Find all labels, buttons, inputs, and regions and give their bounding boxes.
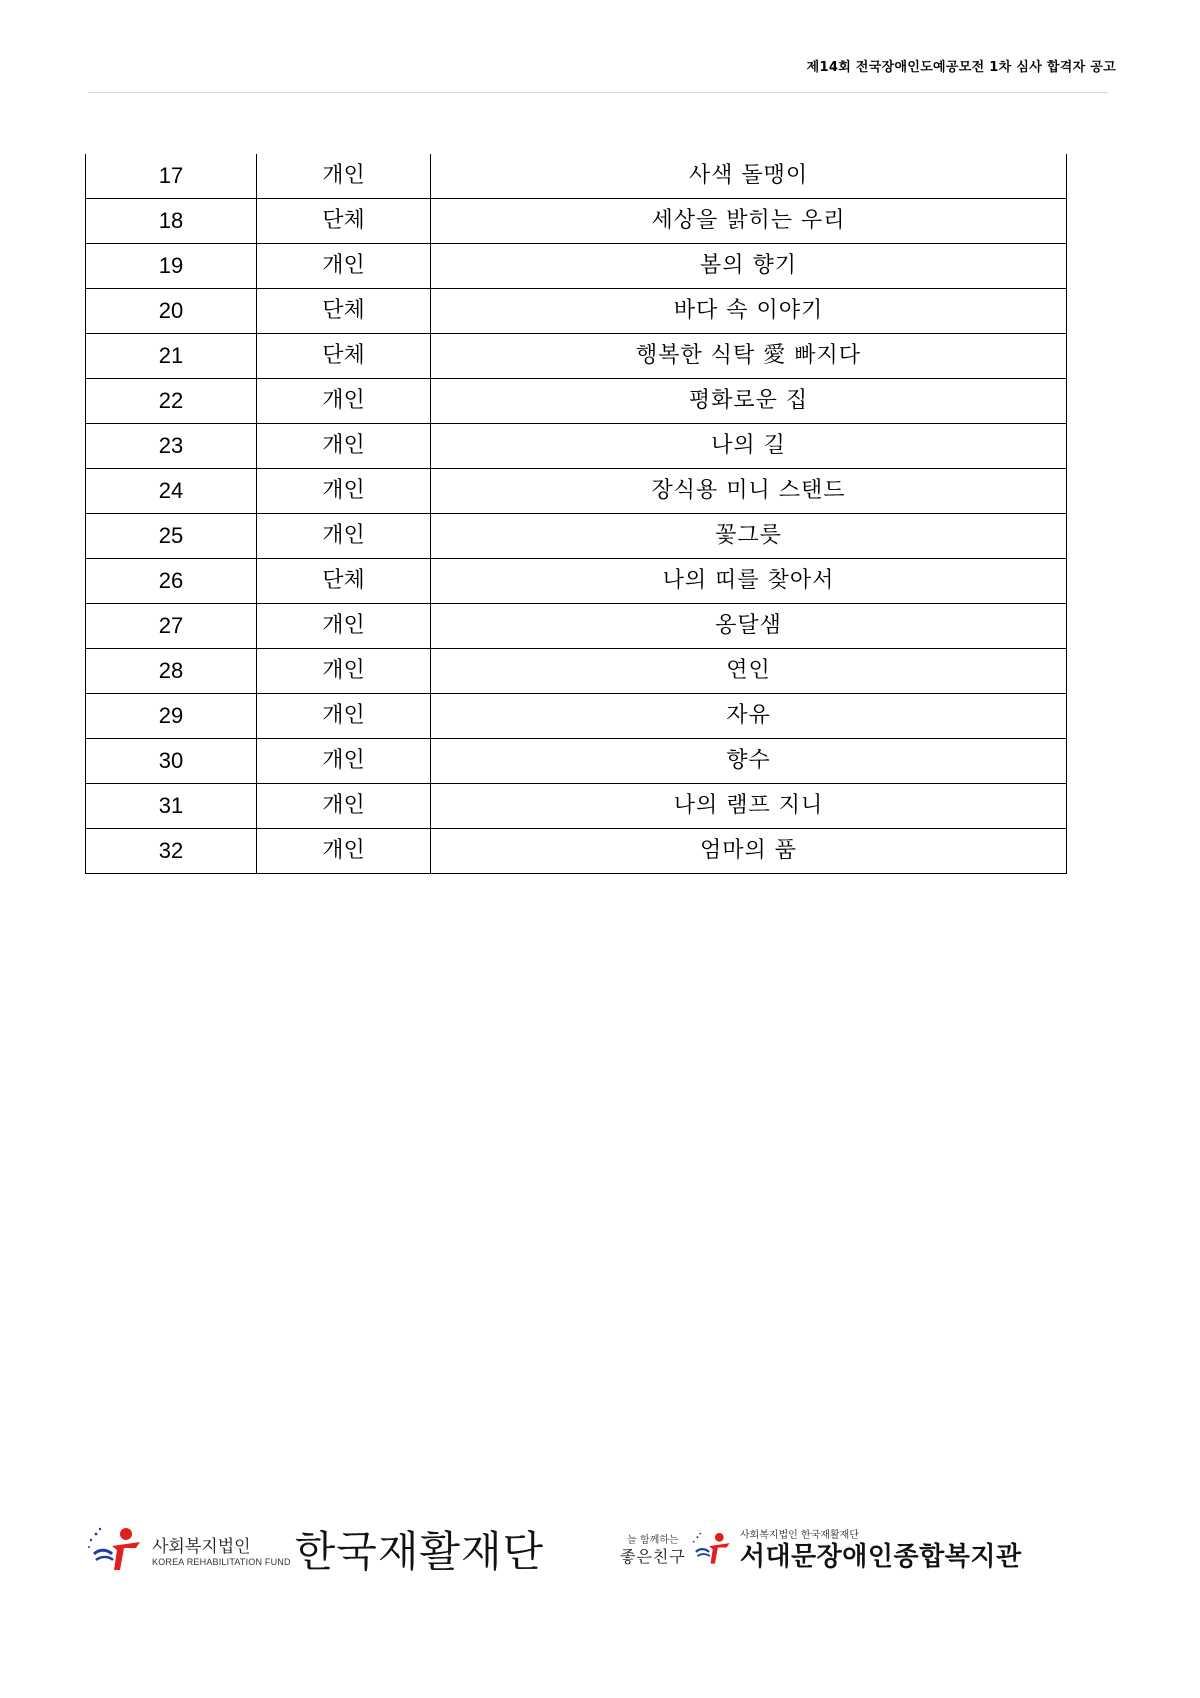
entry-title: 엄마의 품 [431,829,1067,874]
table-row [86,154,1067,199]
entry-number: 28 [86,649,257,694]
entry-title: 행복한 식탁 愛 빠지다 [431,334,1067,379]
table-row [86,379,1067,424]
results-table-body [86,154,1067,874]
entry-number: 29 [86,694,257,739]
entry-type: 개인 [257,649,431,694]
entry-number: 31 [86,784,257,829]
document-header-title: 제14회 전국장애인도예공모전 1차 심사 합격자 공고 [806,60,1116,75]
entry-title: 향수 [431,739,1067,784]
entry-title: 봄의 향기 [431,244,1067,289]
entry-number: 22 [86,379,257,424]
entry-title: 평화로운 집 [431,379,1067,424]
table-row [86,199,1067,244]
entry-number: 19 [86,244,257,289]
entry-type: 단체 [257,289,431,334]
entry-number: 30 [86,739,257,784]
table-row [86,289,1067,334]
entry-title: 나의 램프 지니 [431,784,1067,829]
table-row [86,244,1067,289]
entry-title: 나의 길 [431,424,1067,469]
korea-rehabilitation-fund-logo [86,1524,544,1580]
right-logo-name: 서대문장애인종합복지관 [739,1542,1022,1572]
table-row [86,694,1067,739]
table-row [86,334,1067,379]
entry-type: 개인 [257,604,431,649]
entry-type: 개인 [257,739,431,784]
entry-type: 개인 [257,244,431,289]
entry-number: 20 [86,289,257,334]
entry-title: 옹달샘 [431,604,1067,649]
entry-type: 개인 [257,514,431,559]
entry-title: 연인 [431,649,1067,694]
table-row [86,784,1067,829]
entry-type: 개인 [257,829,431,874]
table-row [86,559,1067,604]
table-row [86,829,1067,874]
entry-number: 32 [86,829,257,874]
entry-type: 단체 [257,559,431,604]
entry-title: 나의 띠를 찾아서 [431,559,1067,604]
table-row [86,739,1067,784]
entry-number: 17 [86,154,257,199]
entry-number: 24 [86,469,257,514]
left-logo-prefix: 사회복지법인 [152,1536,251,1557]
header-divider [88,92,1108,93]
entry-title: 장식용 미니 스탠드 [431,469,1067,514]
entry-number: 18 [86,199,257,244]
entry-number: 23 [86,424,257,469]
slogan [620,1535,686,1567]
table-row [86,604,1067,649]
entry-type: 개인 [257,424,431,469]
entry-title: 사색 돌맹이 [431,154,1067,199]
entry-type: 개인 [257,379,431,424]
entry-title: 바다 속 이야기 [431,289,1067,334]
entry-type: 단체 [257,199,431,244]
entry-type: 개인 [257,784,431,829]
table-row [86,424,1067,469]
entry-type: 개인 [257,469,431,514]
entry-type: 단체 [257,334,431,379]
entry-number: 21 [86,334,257,379]
table-row [86,649,1067,694]
right-logo-text [740,1530,1022,1572]
seodaemun-welfare-center-logo [620,1530,1022,1572]
right-logo-prefix: 사회복지법인 한국재활재단 [739,1530,859,1541]
slogan-top: 늘 함께하는 [627,1535,679,1546]
figure-logo-icon [690,1530,734,1572]
results-table [85,154,1067,874]
entry-title: 자유 [431,694,1067,739]
entry-number: 25 [86,514,257,559]
left-logo-english: KOREA REHABILITATION FUND [152,1556,291,1567]
figure-logo-icon [86,1524,146,1580]
entry-title: 꽃그릇 [431,514,1067,559]
entry-number: 27 [86,604,257,649]
entry-number: 26 [86,559,257,604]
table-row [86,469,1067,514]
entry-type: 개인 [257,694,431,739]
slogan-bottom: 좋은친구 [620,1547,686,1566]
table-row [86,514,1067,559]
left-logo-text [152,1537,291,1568]
left-logo-name: 한국재활재단 [294,1527,545,1576]
entry-title: 세상을 밝히는 우리 [431,199,1067,244]
entry-type: 개인 [257,154,431,199]
